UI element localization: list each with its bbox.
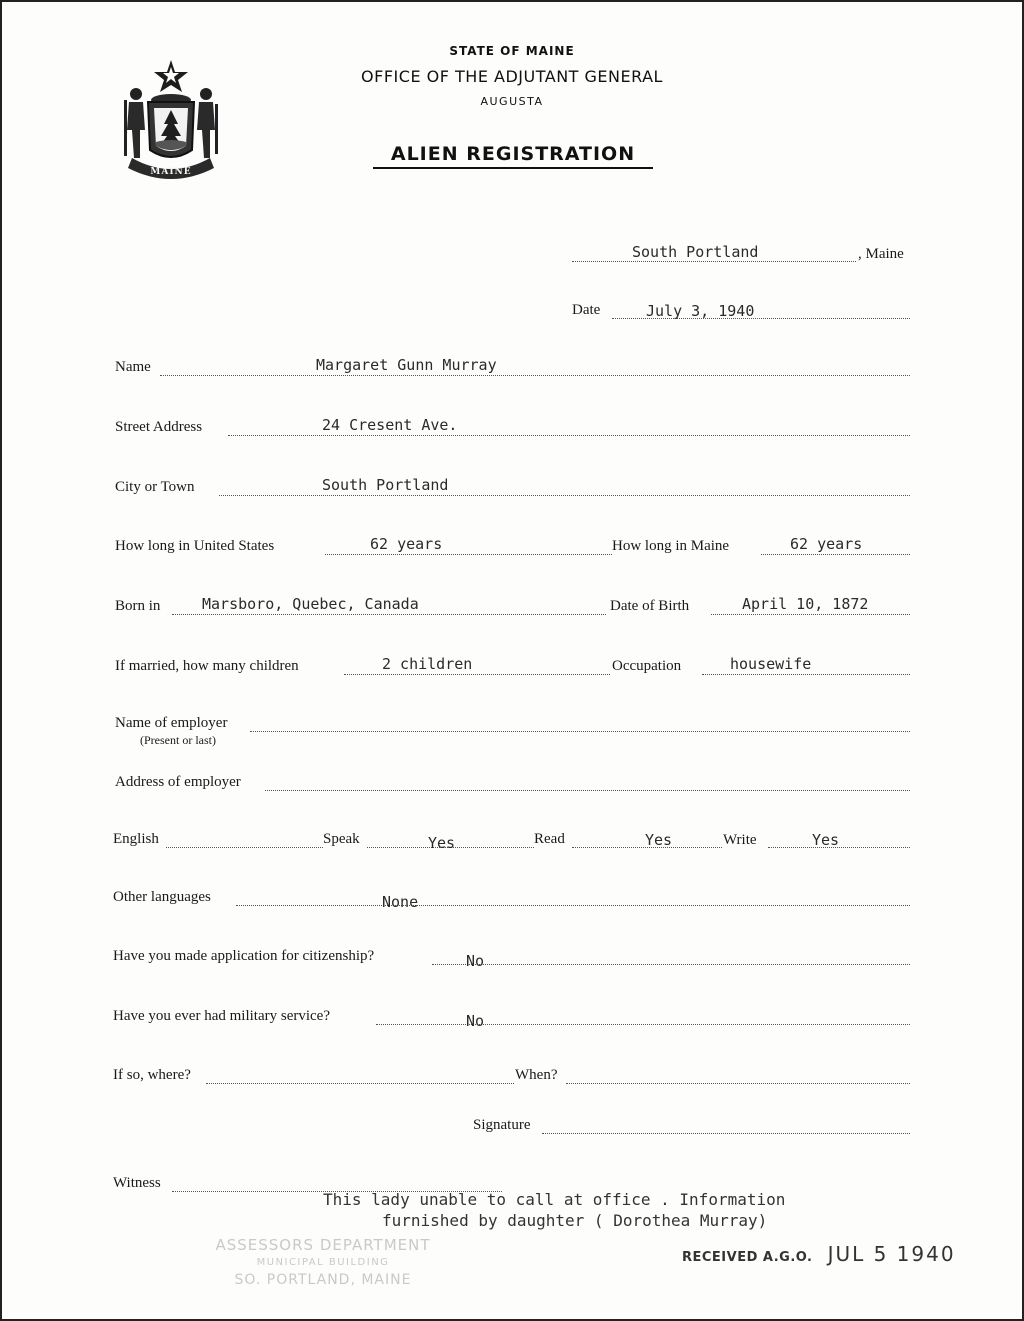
children-label: If married, how many children (115, 658, 299, 674)
date-label: Date (572, 302, 601, 318)
military-line (376, 1024, 910, 1025)
name-label: Name (115, 359, 151, 375)
occupation-value: housewife (730, 655, 812, 673)
english-label: English (113, 831, 159, 847)
place-line (572, 261, 856, 262)
city-value: South Portland (322, 476, 449, 494)
employer-name-line (250, 731, 910, 732)
form-title: ALIEN REGISTRATION (390, 143, 636, 165)
how-long-maine-label: How long in Maine (612, 538, 730, 554)
born-in-value: Marsboro, Quebec, Canada (202, 595, 419, 613)
military-value: No (466, 1012, 485, 1030)
how-long-us-value: 62 years (370, 535, 443, 553)
write-label: Write (723, 832, 757, 848)
office-heading: OFFICE OF THE ADJUTANT GENERAL (361, 67, 663, 86)
citizenship-line (432, 964, 910, 965)
how-long-maine-value: 62 years (790, 535, 863, 553)
speak-label: Speak (323, 831, 360, 847)
received-stamp-prefix: RECEIVED A.G.O. (682, 1250, 813, 1265)
speak-value: Yes (428, 834, 456, 852)
street-line (228, 435, 910, 436)
name-line (160, 375, 910, 376)
assessors-stamp-line-1: ASSESSORS DEPARTMENT (215, 1236, 431, 1254)
title-underline (373, 167, 653, 169)
place-suffix: , Maine (858, 246, 904, 262)
children-value: 2 children (382, 655, 473, 673)
seal-label: MAINE (150, 167, 192, 177)
other-languages-line (236, 905, 910, 906)
note-line-1: This lady unable to call at office . Information (323, 1190, 786, 1209)
city-label: City or Town (115, 479, 195, 495)
where-line (206, 1083, 514, 1084)
employer-name-label: Name of employer (115, 715, 228, 731)
place-value: South Portland (632, 243, 759, 261)
citizenship-label: Have you made application for citizenship? (113, 948, 375, 964)
received-stamp (682, 1242, 956, 1266)
received-stamp-date: JUL 5 1940 (827, 1242, 956, 1266)
employer-address-label: Address of employer (115, 774, 241, 790)
children-line (344, 674, 610, 675)
employer-name-sublabel: (Present or last) (140, 733, 216, 747)
write-value: Yes (812, 831, 840, 849)
when-line (566, 1083, 910, 1084)
date-value: July 3, 1940 (646, 302, 755, 320)
state-heading: STATE OF MAINE (449, 44, 575, 58)
assessors-stamp-line-3: SO. PORTLAND, MAINE (234, 1272, 412, 1288)
born-in-label: Born in (115, 598, 161, 614)
signature-line (542, 1133, 910, 1134)
how-long-us-label: How long in United States (115, 538, 275, 554)
dob-label: Date of Birth (610, 598, 690, 614)
english-line (166, 847, 323, 848)
military-label: Have you ever had military service? (113, 1008, 330, 1024)
street-value: 24 Cresent Ave. (322, 416, 458, 434)
name-value: Margaret Gunn Murray (316, 356, 497, 374)
occupation-line (702, 674, 910, 675)
witness-label: Witness (113, 1175, 161, 1191)
state-seal (118, 58, 224, 182)
when-label: When? (515, 1067, 558, 1083)
note-line-2: furnished by daughter ( Dorothea Murray) (382, 1211, 768, 1230)
dob-line (711, 614, 910, 615)
city-heading: AUGUSTA (480, 95, 544, 108)
signature-label: Signature (473, 1117, 531, 1133)
dob-value: April 10, 1872 (742, 595, 869, 613)
assessors-stamp-line-2: MUNICIPAL BUILDING (256, 1257, 390, 1268)
citizenship-value: No (466, 952, 485, 970)
how-long-maine-line (761, 554, 910, 555)
where-label: If so, where? (113, 1067, 191, 1083)
occupation-label: Occupation (612, 658, 682, 674)
other-languages-label: Other languages (113, 889, 211, 905)
how-long-us-line (325, 554, 612, 555)
employer-address-line (265, 790, 910, 791)
city-line (219, 495, 910, 496)
born-in-line (172, 614, 606, 615)
read-value: Yes (645, 831, 673, 849)
read-label: Read (534, 831, 565, 847)
other-languages-value: None (382, 893, 419, 911)
street-label: Street Address (115, 419, 203, 435)
